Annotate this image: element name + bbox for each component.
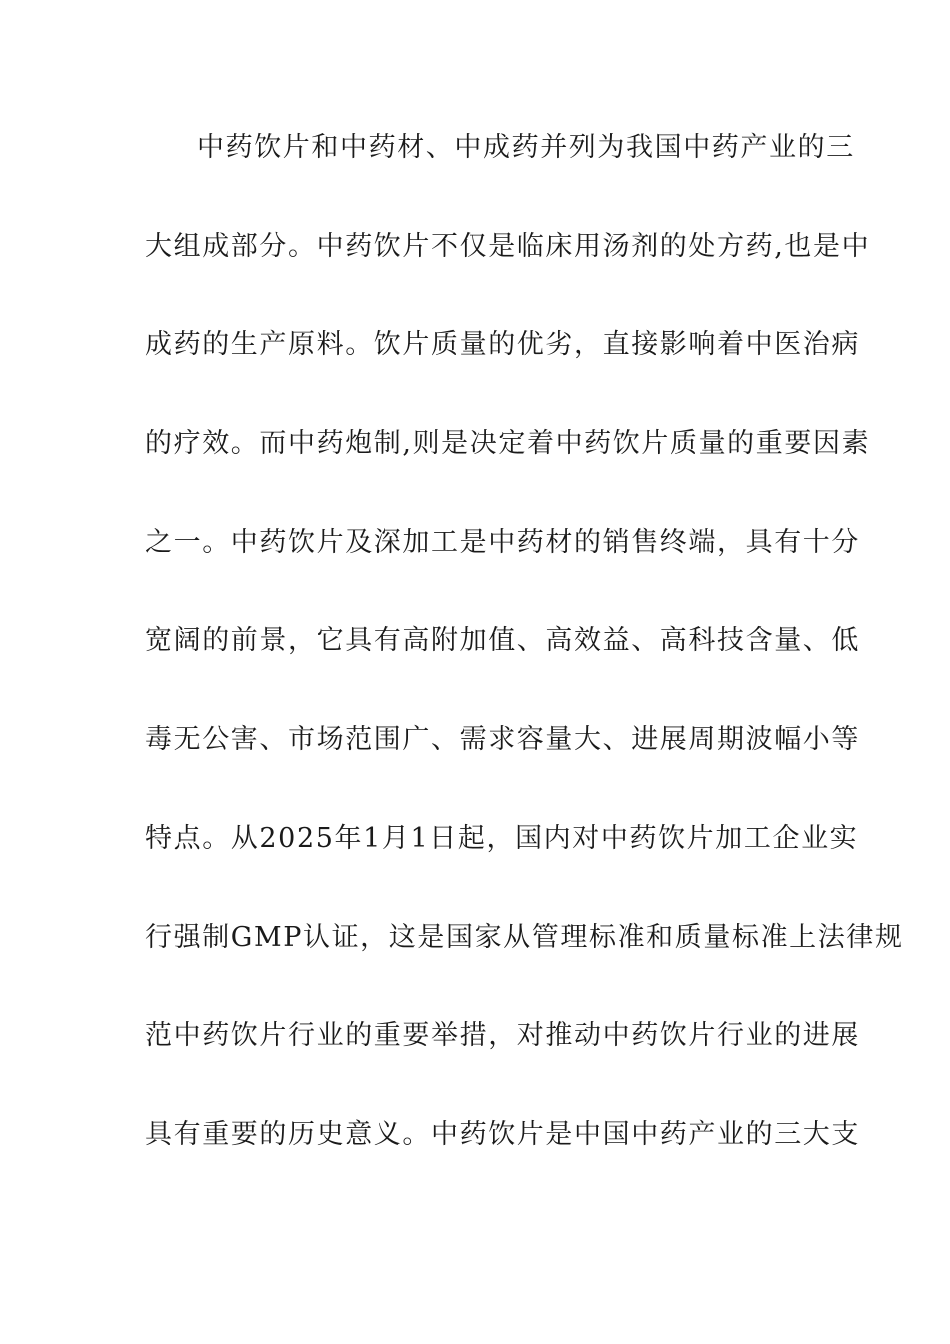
paragraph-line: 中药饮片和中药材、中成药并列为我国中药产业的三 [197,132,855,163]
paragraph-line: 之一。中药饮片及深加工是中药材的销售终端，具有十分 [145,526,860,558]
body-paragraph [145,126,904,1212]
paragraph-line: 宽阔的前景，它具有高附加值、高效益、高科技含量、低 [145,625,860,657]
paragraph-line: 行强制GMP认证，这是国家从管理标准和质量标准上法律规 [145,921,904,953]
paragraph-line: 毒无公害、市场范围广、需求容量大、进展周期波幅小等 [145,724,860,756]
paragraph-line: 成药的生产原料。饮片质量的优劣，直接影响着中医治病 [145,329,860,361]
paragraph-line: 大组成部分。中药饮片不仅是临床用汤剂的处方药,也是中 [145,230,871,262]
paragraph-line: 范中药饮片行业的重要举措，对推动中药饮片行业的进展 [145,1020,860,1052]
paragraph-line: 特点。从2025年1月1日起，国内对中药饮片加工企业实 [145,822,859,854]
paragraph-line: 的疗效。而中药炮制,则是决定着中药饮片质量的重要因素 [145,428,871,460]
paragraph-line: 具有重要的历史意义。中药饮片是中国中药产业的三大支 [145,1118,860,1150]
